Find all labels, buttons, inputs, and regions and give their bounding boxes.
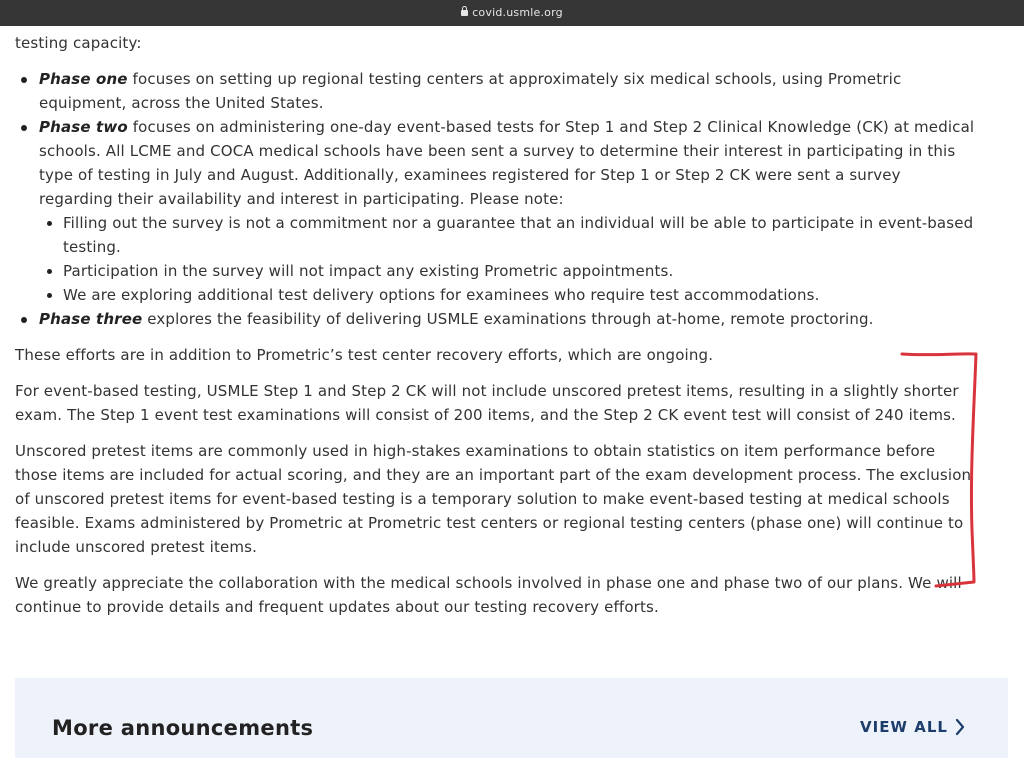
- note-item: We are exploring additional test delivery options for examinees who require test accommodations.: [63, 283, 975, 307]
- article-body: [15, 31, 975, 631]
- paragraph-event-testing: For event-based testing, USMLE Step 1 and Step 2 CK will not include unscored pretest items, resulting in a slightly shorter exam. The Step 1 event test examinations will consist of 200 items, and the Step 2 CK event test will consist of 240 items.: [15, 382, 959, 424]
- phase-label: Phase three: [39, 310, 143, 328]
- phase-label: Phase two: [39, 118, 128, 136]
- note-item: Filling out the survey is not a commitment nor a guarantee that an individual will be able to participate in event-based testing.: [63, 211, 975, 259]
- browser-address-bar: [0, 0, 1024, 26]
- phase-list: [15, 67, 975, 331]
- phase-item-one: [39, 67, 975, 115]
- phase-label: Phase one: [39, 70, 128, 88]
- phase-item-two: [39, 115, 975, 307]
- note-list: [39, 211, 975, 307]
- more-announcements-panel: [15, 678, 1008, 758]
- phase-text: focuses on setting up regional testing centers at approximately six medical schools, using Prometric equipment, across the United States.: [39, 70, 902, 112]
- chevron-right-icon[interactable]: [955, 718, 965, 736]
- url-text: covid.usmle.org: [472, 6, 563, 19]
- phase-text: explores the feasibility of delivering USMLE examinations through at-home, remote proctoring.: [142, 310, 874, 328]
- paragraph-recovery: These efforts are in addition to Prometric’s test center recovery efforts, which are ongoing.: [15, 346, 714, 364]
- paragraph-pretest-items: Unscored pretest items are commonly used in high-stakes examinations to obtain statistics on item performance before those items are included for actual scoring, and they are an important part of the exam development process. The exclusion of unscored pretest items for event-based testing is a temporary solution to make event-based testing at medical schools feasible. Exams administered by Prometric at Prometric test centers or regional testing centers (phase one) will continue to include unscored pretest items.: [15, 442, 972, 556]
- intro-text: testing capacity:: [15, 34, 142, 52]
- more-announcements-title: More announcements: [52, 716, 314, 740]
- red-annotation-bracket: [900, 350, 982, 590]
- lock-icon: [461, 10, 468, 16]
- url-display[interactable]: [0, 6, 1024, 19]
- phase-text: focuses on administering one-day event-based tests for Step 1 and Step 2 Clinical Knowledge (CK) at medical schools. All LCME and COCA medical schools have been sent a survey to determine their interest in participating in this type of testing in July and August. Additionally, examinees registered for Step 1 or Step 2 CK were sent a survey regarding their availability and interest in participating. Please note:: [39, 118, 975, 208]
- paragraph-appreciation: We greatly appreciate the collaboration with the medical schools involved in phase one and phase two of our plans. We will continue to provide details and frequent updates about our testing recovery efforts.: [15, 574, 962, 616]
- view-all-link[interactable]: VIEW ALL: [860, 718, 948, 736]
- phase-item-three: [39, 307, 975, 331]
- note-item: Participation in the survey will not impact any existing Prometric appointments.: [63, 259, 975, 283]
